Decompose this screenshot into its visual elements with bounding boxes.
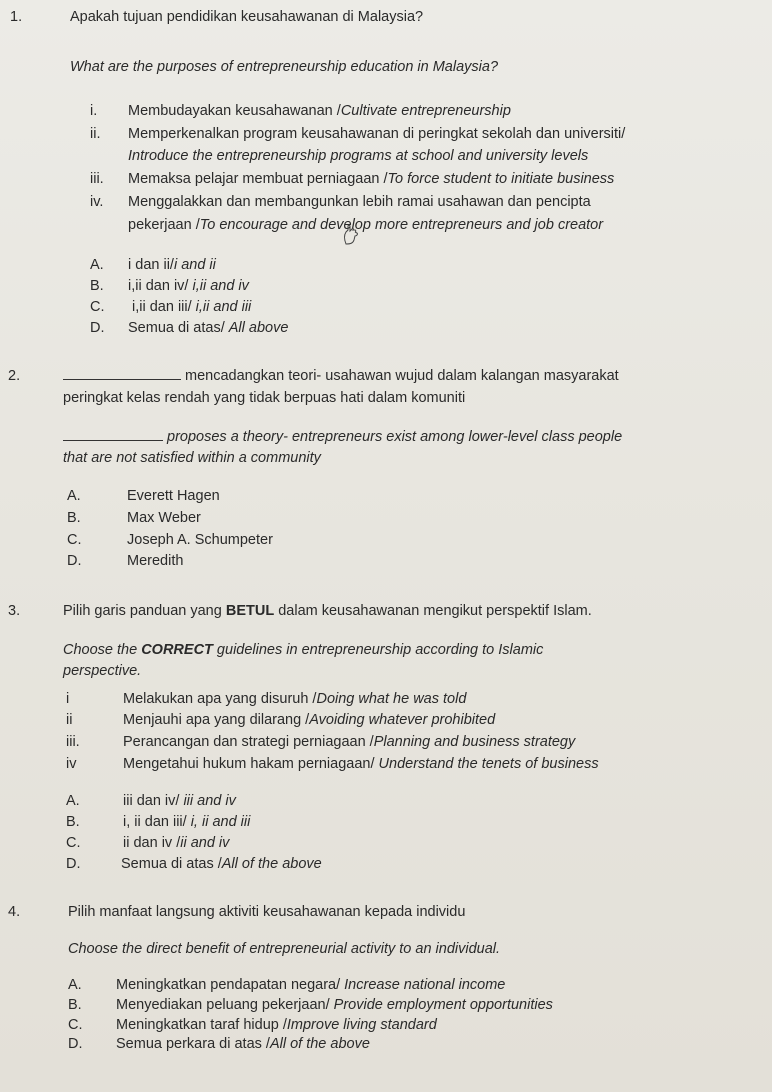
q1-statement-iv: Menggalakkan dan membangunkan lebih ramai usahawan dan pencipta bbox=[128, 194, 591, 210]
question-4-number: 4. bbox=[8, 904, 21, 920]
question-2-stem-en: proposes a theory- entrepreneurs exist among lower-level class people bbox=[63, 428, 622, 446]
question-2-stem-ms: mencadangkan teori- usahawan wujud dalam kalangan masyarakat bbox=[63, 367, 619, 385]
q1-statement-ii-en: Introduce the entrepreneurship programs at school and university levels bbox=[128, 148, 589, 164]
question-1-number: 1. bbox=[10, 9, 23, 25]
q2-option-b-letter: B. bbox=[67, 510, 81, 526]
q1-statement-i: Membudayakan keusahawanan /Cultivate entrepreneurship bbox=[128, 103, 511, 119]
q3-statement-ii-number: ii bbox=[66, 712, 73, 728]
q1-statement-i-number: i. bbox=[90, 103, 98, 119]
q3-statement-i-number: i bbox=[66, 691, 70, 707]
hand-cursor-icon bbox=[342, 224, 362, 246]
q3-statement-iv-number: iv bbox=[66, 756, 77, 772]
q1-statement-iii: Memaksa pelajar membuat perniagaan /To force student to initiate business bbox=[128, 171, 615, 187]
q3-statement-iv: Mengetahui hukum hakam perniagaan/ Understand the tenets of business bbox=[123, 756, 599, 772]
q3-option-a-letter: A. bbox=[66, 793, 80, 809]
question-2-number: 2. bbox=[8, 368, 21, 384]
q4-option-d: Semua perkara di atas /All of the above bbox=[116, 1036, 370, 1052]
q2-option-d-letter: D. bbox=[67, 553, 82, 569]
q4-option-c-letter: C. bbox=[68, 1017, 83, 1033]
q4-option-c: Meningkatkan taraf hidup /Improve living standard bbox=[116, 1017, 437, 1033]
q2-option-a: Everett Hagen bbox=[127, 488, 220, 504]
question-1-stem-ms: Apakah tujuan pendidikan keusahawanan di Malaysia? bbox=[70, 9, 424, 25]
q2-option-b: Max Weber bbox=[127, 510, 201, 526]
question-2-stem-ms-line2: peringkat kelas rendah yang tidak berpuas hati dalam komuniti bbox=[63, 390, 466, 406]
q3-option-c: ii dan iv /ii and iv bbox=[123, 835, 230, 851]
q3-option-d-letter: D. bbox=[66, 856, 81, 872]
q1-option-d: Semua di atas/ All above bbox=[128, 320, 289, 336]
q4-option-a-letter: A. bbox=[68, 977, 82, 993]
q4-option-a: Meningkatkan pendapatan negara/ Increase national income bbox=[116, 977, 506, 993]
q4-option-b: Menyediakan peluang pekerjaan/ Provide employment opportunities bbox=[116, 997, 553, 1013]
q1-option-b-letter: B. bbox=[90, 278, 104, 294]
q2-option-d: Meredith bbox=[127, 553, 184, 569]
q3-statement-iii-number: iii. bbox=[66, 734, 80, 750]
q1-option-c-letter: C. bbox=[90, 299, 105, 315]
q3-statement-i: Melakukan apa yang disuruh /Doing what he was told bbox=[123, 691, 467, 707]
q3-option-d: Semua di atas /All of the above bbox=[121, 856, 322, 872]
q1-option-c: i,ii dan iii/ i,ii and iii bbox=[132, 299, 252, 315]
question-1-stem-en: What are the purposes of entrepreneurship education in Malaysia? bbox=[70, 59, 499, 75]
question-3-number: 3. bbox=[8, 603, 21, 619]
q1-option-a-letter: A. bbox=[90, 257, 104, 273]
question-2-stem-en-line2: that are not satisfied within a community bbox=[63, 450, 321, 466]
q1-option-b: i,ii dan iv/ i,ii and iv bbox=[128, 278, 249, 294]
question-4-stem-ms: Pilih manfaat langsung aktiviti keusahawanan kepada individu bbox=[68, 904, 466, 920]
question-3-stem-en-line2: perspective. bbox=[63, 663, 142, 679]
question-3-stem-ms: Pilih garis panduan yang BETUL dalam keusahawanan mengikut perspektif Islam. bbox=[63, 603, 592, 619]
q3-option-b-letter: B. bbox=[66, 814, 80, 830]
q3-option-c-letter: C. bbox=[66, 835, 81, 851]
q1-statement-ii: Memperkenalkan program keusahawanan di peringkat sekolah dan universiti/ bbox=[128, 126, 626, 142]
q3-statement-iii: Perancangan dan strategi perniagaan /Planning and business strategy bbox=[123, 734, 576, 750]
question-3-stem-en: Choose the CORRECT guidelines in entrepreneurship according to Islamic bbox=[63, 642, 544, 658]
q3-statement-ii: Menjauhi apa yang dilarang /Avoiding whatever prohibited bbox=[123, 712, 496, 728]
q3-option-b: i, ii dan iii/ i, ii and iii bbox=[123, 814, 251, 830]
q1-statement-iii-number: iii. bbox=[90, 171, 104, 187]
q1-statement-iv-line2: pekerjaan /To encourage and develop more entrepreneurs and job creator bbox=[128, 217, 604, 233]
question-4-stem-en: Choose the direct benefit of entrepreneurial activity to an individual. bbox=[68, 941, 501, 957]
q2-option-c-letter: C. bbox=[67, 532, 82, 548]
q3-option-a: iii dan iv/ iii and iv bbox=[123, 793, 236, 809]
q2-option-c: Joseph A. Schumpeter bbox=[127, 532, 273, 548]
q1-option-a: i dan ii/i and ii bbox=[128, 257, 216, 273]
q2-option-a-letter: A. bbox=[67, 488, 81, 504]
q1-statement-iv-number: iv. bbox=[90, 194, 104, 210]
q4-option-b-letter: B. bbox=[68, 997, 82, 1013]
q4-option-d-letter: D. bbox=[68, 1036, 83, 1052]
q1-statement-ii-number: ii. bbox=[90, 126, 101, 142]
q1-option-d-letter: D. bbox=[90, 320, 105, 336]
